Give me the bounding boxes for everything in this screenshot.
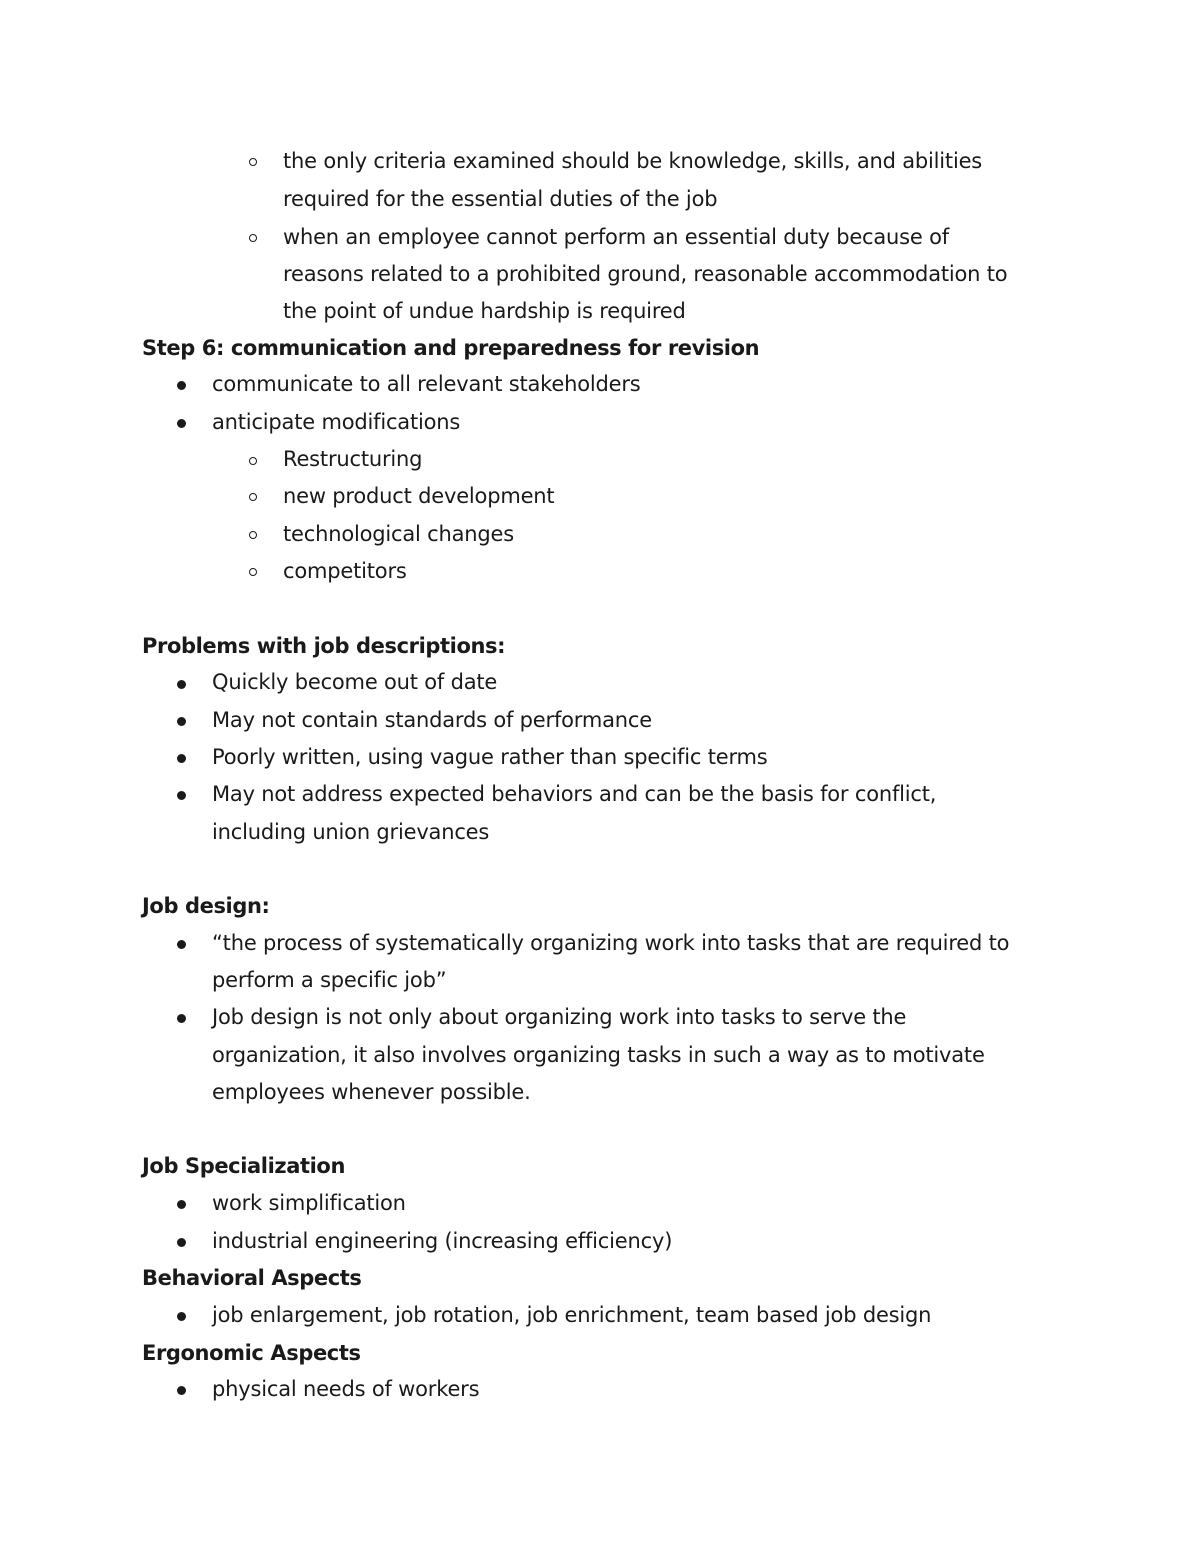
section-heading-problems: Problems with job descriptions: [142,634,506,658]
list-item-continuation: reasons related to a prohibited ground, reasonable accommodation to [283,262,1008,286]
list-item: new product development [283,484,555,508]
list-item-continuation: including union grievances [212,820,490,844]
disc-bullet-icon [177,1238,186,1247]
disc-bullet-icon [177,717,186,726]
list-item: technological changes [283,522,514,546]
disc-bullet-icon [177,1386,186,1395]
list-item: competitors [283,559,407,583]
list-item: Poorly written, using vague rather than specific terms [212,745,768,769]
disc-bullet-icon [177,1200,186,1209]
list-item: job enlargement, job rotation, job enrichment, team based job design [212,1303,932,1327]
section-heading-behavioral: Behavioral Aspects [142,1266,362,1290]
list-item: physical needs of workers [212,1377,480,1401]
disc-bullet-icon [177,419,186,428]
disc-bullet-icon [177,791,186,800]
circle-bullet-icon [249,568,257,576]
list-item-continuation: perform a specific job” [212,968,447,992]
section-heading-step6: Step 6: communication and preparedness for revision [142,336,760,360]
list-item: Restructuring [283,447,423,471]
list-item: “the process of systematically organizing work into tasks that are required to [212,931,1010,955]
circle-bullet-icon [249,158,257,166]
list-item: when an employee cannot perform an essential duty because of [283,225,949,249]
list-item: Job design is not only about organizing work into tasks to serve the [212,1005,907,1029]
disc-bullet-icon [177,754,186,763]
section-heading-ergonomic: Ergonomic Aspects [142,1341,361,1365]
list-item: Quickly become out of date [212,670,498,694]
list-item: the only criteria examined should be knowledge, skills, and abilities [283,149,983,173]
list-item: anticipate modifications [212,410,461,434]
circle-bullet-icon [249,493,257,501]
list-item: May not address expected behaviors and can be the basis for conflict, [212,782,937,806]
disc-bullet-icon [177,1014,186,1023]
list-item: work simplification [212,1191,406,1215]
circle-bullet-icon [249,457,257,465]
list-item: communicate to all relevant stakeholders [212,372,641,396]
disc-bullet-icon [177,680,186,689]
circle-bullet-icon [249,234,257,242]
disc-bullet-icon [177,381,186,390]
list-item-continuation: employees whenever possible. [212,1080,531,1104]
section-heading-job-design: Job design: [142,894,270,918]
list-item-continuation: the point of undue hardship is required [283,299,686,323]
circle-bullet-icon [249,531,257,539]
disc-bullet-icon [177,1312,186,1321]
disc-bullet-icon [177,940,186,949]
list-item: May not contain standards of performance [212,708,652,732]
list-item-continuation: organization, it also involves organizing tasks in such a way as to motivate [212,1043,985,1067]
list-item-continuation: required for the essential duties of the job [283,187,718,211]
list-item: industrial engineering (increasing efficiency) [212,1229,673,1253]
section-heading-job-specialization: Job Specialization [142,1154,346,1178]
